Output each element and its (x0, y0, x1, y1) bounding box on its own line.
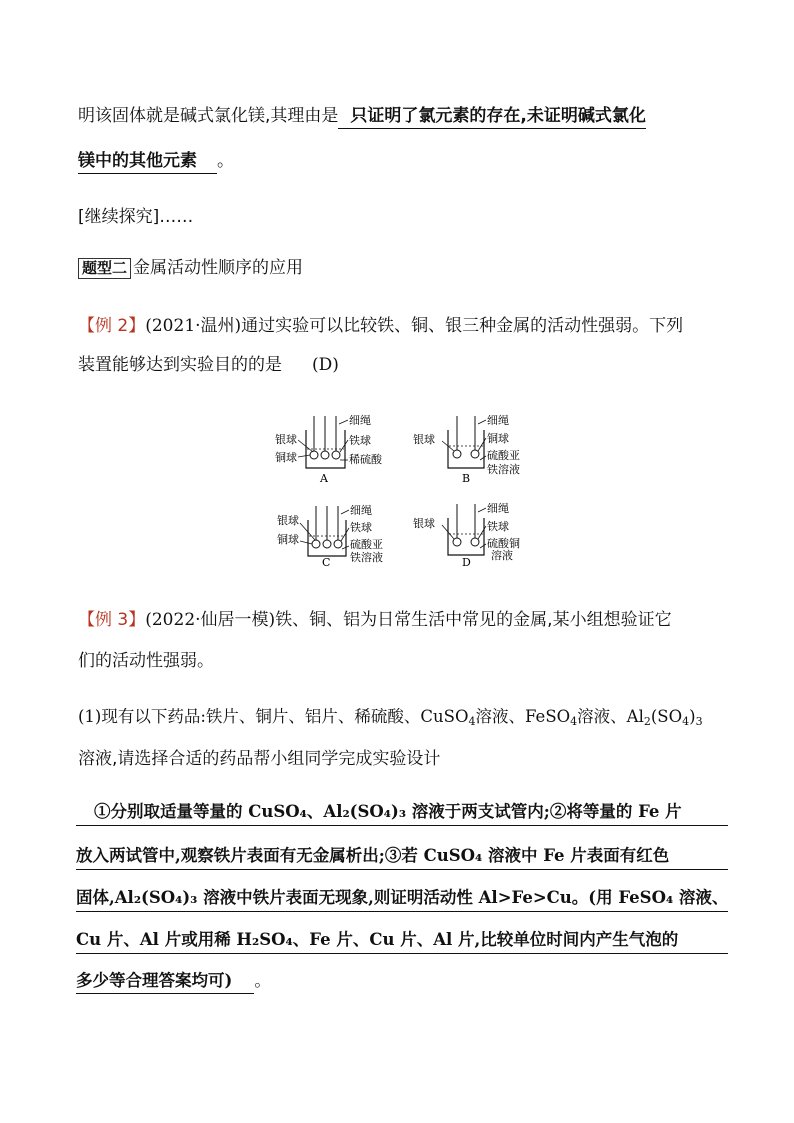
b-right-1: 细绳 (487, 414, 509, 427)
example2-line-1 (78, 314, 683, 338)
a-right-3: 稀硫酸 (349, 453, 382, 466)
d-right-2: 铁球 (487, 520, 509, 533)
answer-line-1: ①分别取适量等量的 CuSO₄、Al₂(SO₄)₃ 溶液于两支试管内;②将等量的 Fe 片 (76, 800, 728, 826)
answer-blank-2: 镁中的其他元素 (78, 149, 217, 174)
apparatus-a (275, 414, 383, 485)
continue-explore: [继续探究]…… (78, 207, 194, 227)
example3-line-2: 们的活动性强弱。 (78, 651, 214, 671)
type2-title: 金属活动性顺序的应用 (133, 258, 304, 278)
answer-period: 。 (254, 971, 271, 990)
b-letter: B (462, 472, 471, 485)
a-right-1: 细绳 (349, 414, 371, 427)
question-line-1 (78, 104, 646, 129)
c-letter: C (322, 556, 331, 569)
question1-line-1: (1)现有以下药品:铁片、铜片、铝片、稀硫酸、CuSO$_4$溶液、FeSO$_4$溶液、$Al_2(SO_4)_3$ (78, 707, 703, 728)
q1-text-5: ) (689, 707, 696, 726)
question-text: 明该固体就是碱式氯化镁,其理由是 (78, 106, 339, 126)
c-right-1: 细绳 (350, 504, 372, 517)
q1-text-4: (SO (650, 707, 683, 726)
example3-line-1 (78, 608, 672, 632)
a-letter: A (320, 472, 328, 485)
period: 。 (217, 151, 234, 171)
example2-answer: (D) (312, 355, 339, 375)
b-right-3: 硫酸亚 (487, 449, 520, 462)
c-left-bottom: 铜球 (277, 533, 299, 546)
b-right-2: 铜球 (487, 432, 509, 445)
a-right-2: 铁球 (349, 434, 371, 447)
question1-line-2: 溶液,请选择合适的药品帮小组同学完成实验设计 (78, 749, 441, 769)
c-right-4: 铁溶液 (350, 551, 383, 564)
question-line-2 (78, 149, 234, 174)
b-right-4: 铁溶液 (487, 463, 520, 476)
answer-line-2: 放入两试管中,观察铁片表面有无金属析出;③若 CuSO₄ 溶液中 Fe 片表面有红色 (76, 844, 728, 870)
apparatus-b (413, 414, 520, 485)
answer-line-4: Cu 片、Al 片或用稀 H₂SO₄、Fe 片、Cu 片、Al 片,比较单位时间内产生气泡的 (76, 928, 728, 954)
d-right-4: 溶液 (491, 549, 513, 562)
type2-heading (78, 256, 303, 280)
a-left-top: 银球 (275, 433, 297, 446)
a-left-bottom: 铜球 (275, 451, 297, 464)
d-right-1: 细绳 (487, 502, 509, 515)
example2-label: 【例 2】 (78, 316, 146, 336)
c-right-2: 铁球 (350, 521, 372, 534)
q1-text-3: 溶液、Al (577, 707, 644, 726)
answer-blank-1: 只证明了氯元素的存在,未证明碱式氯化 (338, 104, 645, 129)
d-letter: D (462, 556, 471, 569)
answer-line-3: 固体,Al₂(SO₄)₃ 溶液中铁片表面无现象,则证明活动性 Al>Fe>Cu。(用 FeSO₄ 溶液、 (76, 886, 728, 912)
example2-source: (2021·温州) (145, 316, 242, 336)
c-left-top: 银球 (277, 514, 299, 527)
d-right-3: 硫酸铜 (487, 537, 520, 550)
example3-label: 【例 3】 (78, 610, 146, 630)
c-right-3: 硫酸亚 (350, 538, 383, 551)
example2-text-2: 装置能够达到实验目的的是 (78, 355, 282, 375)
apparatus-c (277, 504, 383, 569)
apparatus-d (413, 502, 520, 569)
d-left-top: 银球 (413, 517, 435, 530)
q1-text-2: 溶液、FeSO (475, 707, 571, 726)
example2-line-2 (78, 353, 339, 377)
answer-line-5 (76, 969, 271, 994)
b-left-top: 银球 (413, 433, 435, 446)
example3-text: 铁、铜、铝为日常生活中常见的金属,某小组想验证它 (275, 610, 672, 630)
type2-tag: 题型二 (78, 258, 131, 279)
example2-text: 通过实验可以比较铁、铜、银三种金属的活动性强弱。下列 (241, 316, 684, 336)
q1-text-1: (1)现有以下药品:铁片、铜片、铝片、稀硫酸、CuSO (78, 707, 469, 726)
answer-final: 多少等合理答案均可) (76, 969, 254, 994)
example3-source: (2022·仙居一模) (145, 610, 276, 630)
